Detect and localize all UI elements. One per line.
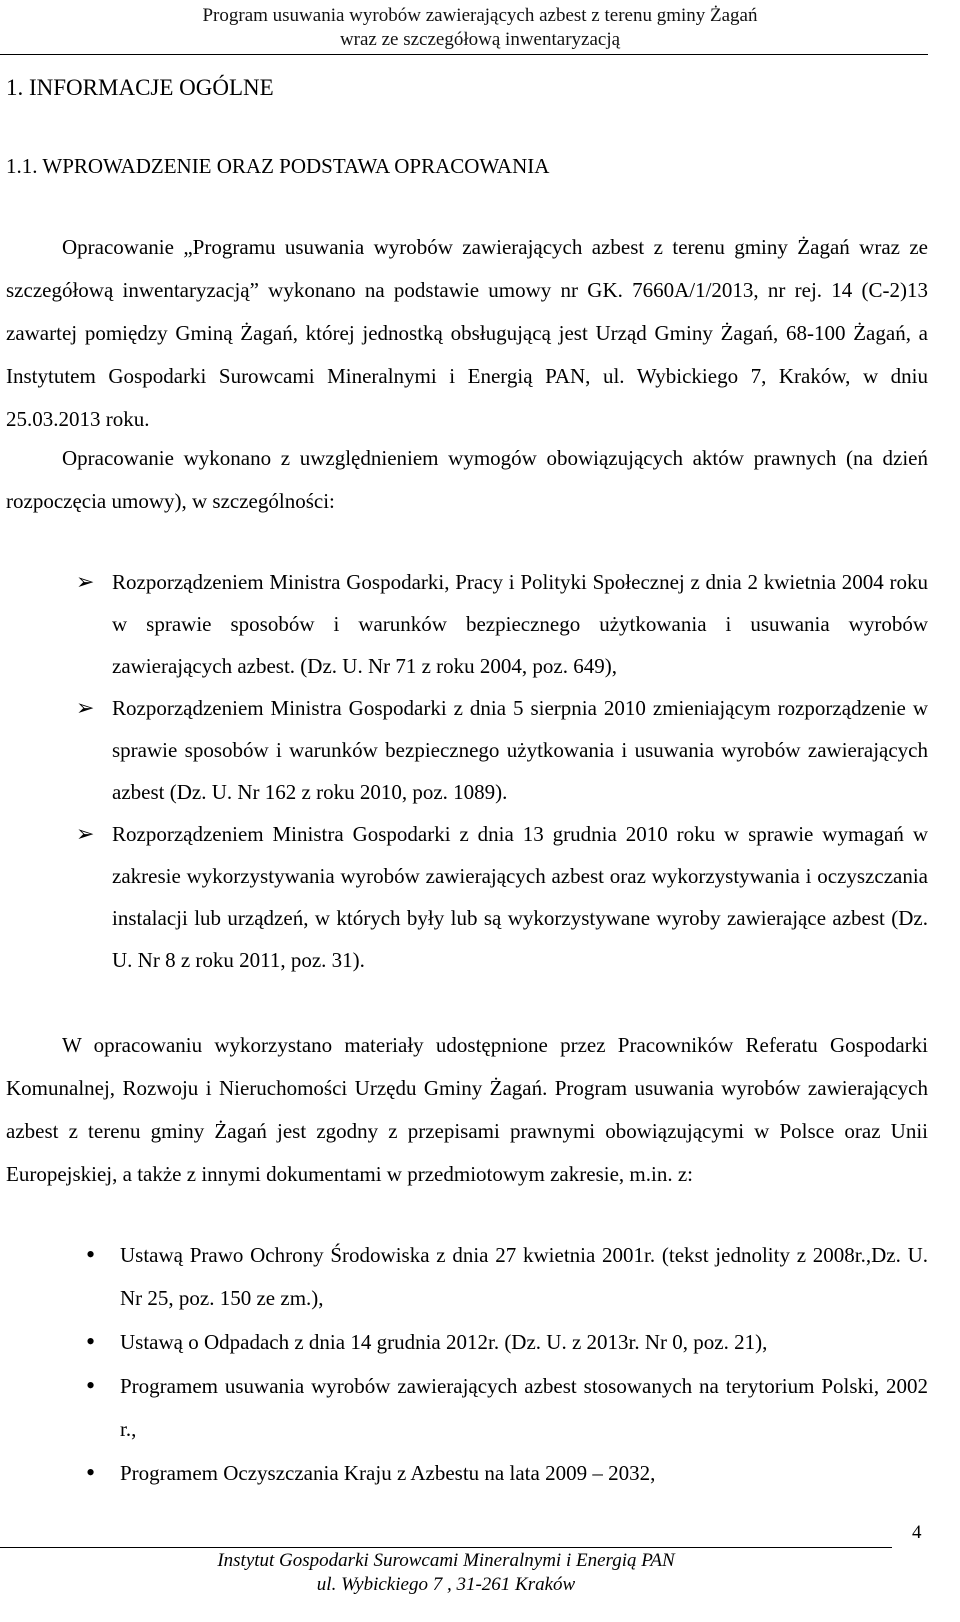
list-item-text: Ustawą o Odpadach z dnia 14 grudnia 2012r. (Dz. U. z 2013r. Nr 0, poz. 21), <box>120 1330 768 1354</box>
intro-paragraph: Opracowanie „Programu usuwania wyrobów zawierających azbest z terenu gminy Żagań wraz ze szczegółową inwentaryzacją” wykonano na podstawie umowy nr GK. 7660A/1/2013, nr rej. 14 (C-2)13 zawartej pomiędzy Gminą Żagań, której jednostką obsługującą jest Urząd Gminy Żagań, 68-100 Żagań, a Instytutem Gospodarki Surowcami Mineralnymi i Energią PAN, ul. Wybickiego 7, Kraków, w dniu 25.03.2013 roku. <box>6 235 928 431</box>
footer-address: ul. Wybickiego 7 , 31-261 Kraków <box>316 1574 576 1595</box>
page-number: 4 <box>912 1522 922 1543</box>
list-item-text: Programem usuwania wyrobów zawierających azbest stosowanych na terytorium Polski, 2002 r., <box>120 1374 928 1441</box>
arrow-bullet-icon: ➢ <box>76 821 95 846</box>
list-item-text: Rozporządzeniem Ministra Gospodarki z dnia 5 sierpnia 2010 zmieniającym rozporządzenie w sprawie sposobów i warunków bezpiecznego użytkowania i usuwania wyrobów zawierających azbest (Dz. U. Nr 162 z roku 2010, poz. 1089). <box>112 696 928 804</box>
list-item-text: Ustawą Prawo Ochrony Środowiska z dnia 27 kwietnia 2001r. (tekst jednolity z 2008r.,Dz. U. Nr 25, poz. 150 ze zm.), <box>120 1243 928 1310</box>
list-item <box>0 1365 928 1451</box>
list-item <box>0 1452 928 1495</box>
header-title: Program usuwania wyrobów zawierających azbest z terenu gminy Żagań <box>202 5 758 26</box>
subsection-heading: 1.1. WPROWADZENIE ORAZ PODSTAWA OPRACOWANIA <box>6 154 550 178</box>
arrow-bullet-icon: ➢ <box>76 695 95 720</box>
header-subtitle: wraz ze szczegółową inwentaryzacją <box>339 29 621 50</box>
bullet-icon: • <box>86 1327 96 1356</box>
list-item <box>0 813 928 981</box>
header-divider <box>0 54 928 55</box>
arrow-bullet-icon: ➢ <box>76 569 95 594</box>
list-item-text: Programem Oczyszczania Kraju z Azbestu na lata 2009 – 2032, <box>120 1461 656 1485</box>
list-item-text: Rozporządzeniem Ministra Gospodarki, Pracy i Polityki Społecznej z dnia 2 kwietnia 2004 roku w sprawie sposobów i warunków bezpiecznego użytkowania i usuwania wyrobów zawierających azbest. (Dz. U. Nr 71 z roku 2004, poz. 649), <box>112 570 928 678</box>
bullet-icon: • <box>86 1371 96 1400</box>
list-item <box>0 1234 928 1320</box>
list-item <box>0 561 928 687</box>
page-footer <box>0 1549 892 1597</box>
footer-institute: Instytut Gospodarki Surowcami Mineralnymi i Energią PAN <box>217 1550 675 1571</box>
bullet-icon: • <box>86 1240 96 1269</box>
page-header <box>0 4 960 52</box>
documents-list <box>0 1234 928 1496</box>
requirements-paragraph: Opracowanie wykonano z uwzględnieniem wymogów obowiązujących aktów prawnych (na dzień rozpoczęcia umowy), w szczególności: <box>6 446 928 513</box>
footer-divider <box>0 1547 892 1548</box>
section-heading: 1. INFORMACJE OGÓLNE <box>6 75 274 100</box>
regulations-list <box>0 561 928 981</box>
list-item-text: Rozporządzeniem Ministra Gospodarki z dnia 13 grudnia 2010 roku w sprawie wymagań w zakresie wykorzystywania wyrobów zawierających azbest oraz wykorzystywania i oczyszczania instalacji lub urządzeń, w których były lub są wykorzystywane wyroby zawierające azbest (Dz. U. Nr 8 z roku 2011, poz. 31). <box>112 822 928 972</box>
sources-paragraph: W opracowaniu wykorzystano materiały udostępnione przez Pracowników Referatu Gospodarki Komunalnej, Rozwoju i Nieruchomości Urzędu Gminy Żagań. Program usuwania wyrobów zawierających azbest z terenu gminy Żagań jest zgodny z przepisami prawnymi obowiązującymi w Polsce oraz Unii Europejskiej, a także z innymi dokumentami w przedmiotowym zakresie, m.in. z: <box>6 1033 928 1186</box>
list-item <box>0 1321 928 1364</box>
list-item <box>0 687 928 813</box>
bullet-icon: • <box>86 1458 96 1487</box>
